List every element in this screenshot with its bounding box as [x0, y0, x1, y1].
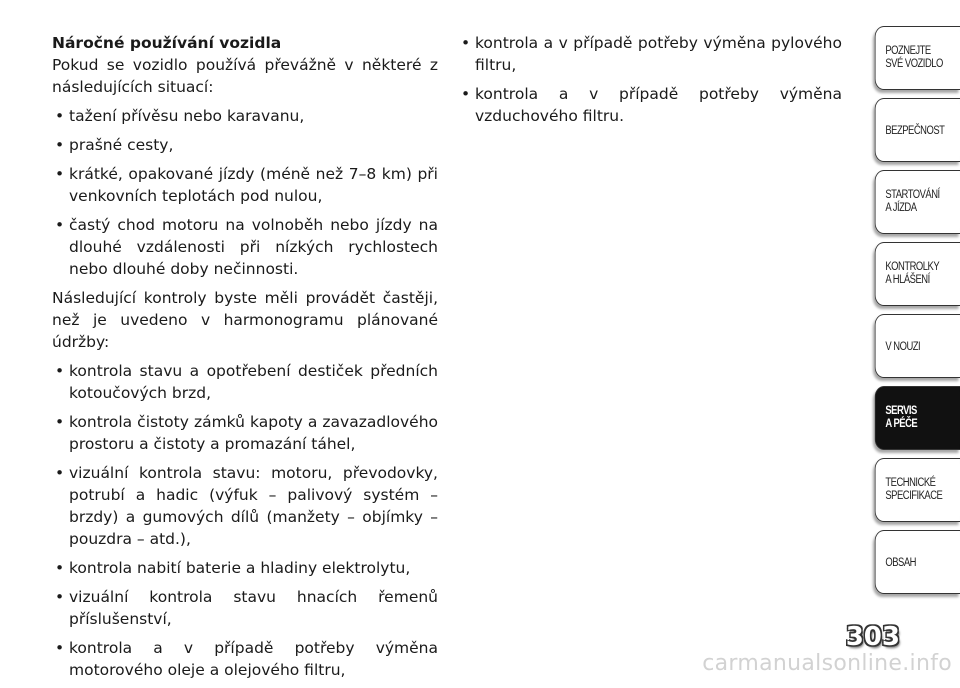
right-column — [458, 32, 842, 134]
chapter-tabs — [856, 26, 960, 602]
tab-label: KONTROLKY — [885, 261, 940, 273]
list-item: • kontrola a v případě potřeby výměna pylového filtru, — [458, 32, 842, 76]
tab-servis-a-pece[interactable] — [875, 386, 960, 450]
tab-label: BEZPEČNOST — [885, 125, 945, 137]
tab-label: A HLÁŠENÍ — [885, 274, 930, 286]
checks-list-right — [458, 32, 842, 127]
tab-label: SPECIFIKACE — [885, 490, 943, 502]
tab-label: OBSAH — [885, 557, 916, 569]
tab-v-nouzi[interactable] — [875, 314, 960, 378]
list-item: • vizuální kontrola stavu hnacích řemenů příslušenství, — [52, 586, 438, 630]
tab-kontrolky-a-hlaseni[interactable] — [875, 242, 960, 306]
list-item: • kontrola stavu a opotřebení destiček předních kotoučových brzd, — [52, 360, 438, 404]
tab-label: A JÍZDA — [885, 202, 917, 214]
list-item: • tažení přívěsu nebo karavanu, — [52, 105, 438, 127]
list-item: • kontrola a v případě potřeby výměna vzduchového filtru. — [458, 83, 842, 127]
tab-poznejte-sve-vozidlo[interactable] — [875, 26, 960, 90]
tab-bezpecnost[interactable] — [875, 98, 960, 162]
tab-technicke-specifikace[interactable] — [875, 458, 960, 522]
list-item: • vizuální kontrola stavu: motoru, převodovky, potrubí a hadic (výfuk – palivový systém – brzdy) a gumových dílů (manžety – objímky – pouzdra – atd.), — [52, 462, 438, 550]
tab-label: STARTOVÁNÍ — [885, 189, 940, 201]
list-item: • častý chod motoru na volnoběh nebo jízdy na dlouhé vzdálenosti při nízkých rychlostech nebo dlouhé doby nečinnosti. — [52, 214, 438, 280]
intro-paragraph: Pokud se vozidlo používá převážně v některé z následujících situací: — [52, 56, 438, 96]
tab-label: A PÉČE — [885, 418, 918, 430]
situations-list — [52, 105, 438, 280]
tab-label: SVÉ VOZIDLO — [885, 58, 943, 70]
page-number: 303 — [845, 622, 900, 652]
list-item: • kontrola nabití baterie a hladiny elektrolytu, — [52, 557, 438, 579]
left-column — [52, 32, 438, 688]
list-item: • krátké, opakované jízdy (méně než 7–8 km) při venkovních teplotách pod nulou, — [52, 163, 438, 207]
checks-intro-paragraph: Následující kontroly byste měli provádět častěji, než je uvedeno v harmonogramu plánované údržby: — [52, 289, 438, 351]
list-item: • kontrola čistoty zámků kapoty a zavazadlového prostoru a čistoty a promazání táhel, — [52, 411, 438, 455]
watermark: carmanualsonline.info — [702, 651, 952, 676]
tab-label: POZNEJTE — [885, 45, 931, 57]
tab-startovani-a-jizda[interactable] — [875, 170, 960, 234]
list-item: • kontrola a v případě potřeby výměna motorového oleje a olejového filtru, — [52, 637, 438, 681]
tab-label: V NOUZI — [885, 341, 921, 353]
section-heading: Náročné používání vozidla — [52, 34, 282, 52]
list-item: • prašné cesty, — [52, 134, 438, 156]
tab-label: SERVIS — [885, 405, 917, 417]
tab-label: TECHNICKÉ — [885, 477, 936, 489]
tab-obsah[interactable] — [875, 530, 960, 594]
checks-list-left — [52, 360, 438, 681]
